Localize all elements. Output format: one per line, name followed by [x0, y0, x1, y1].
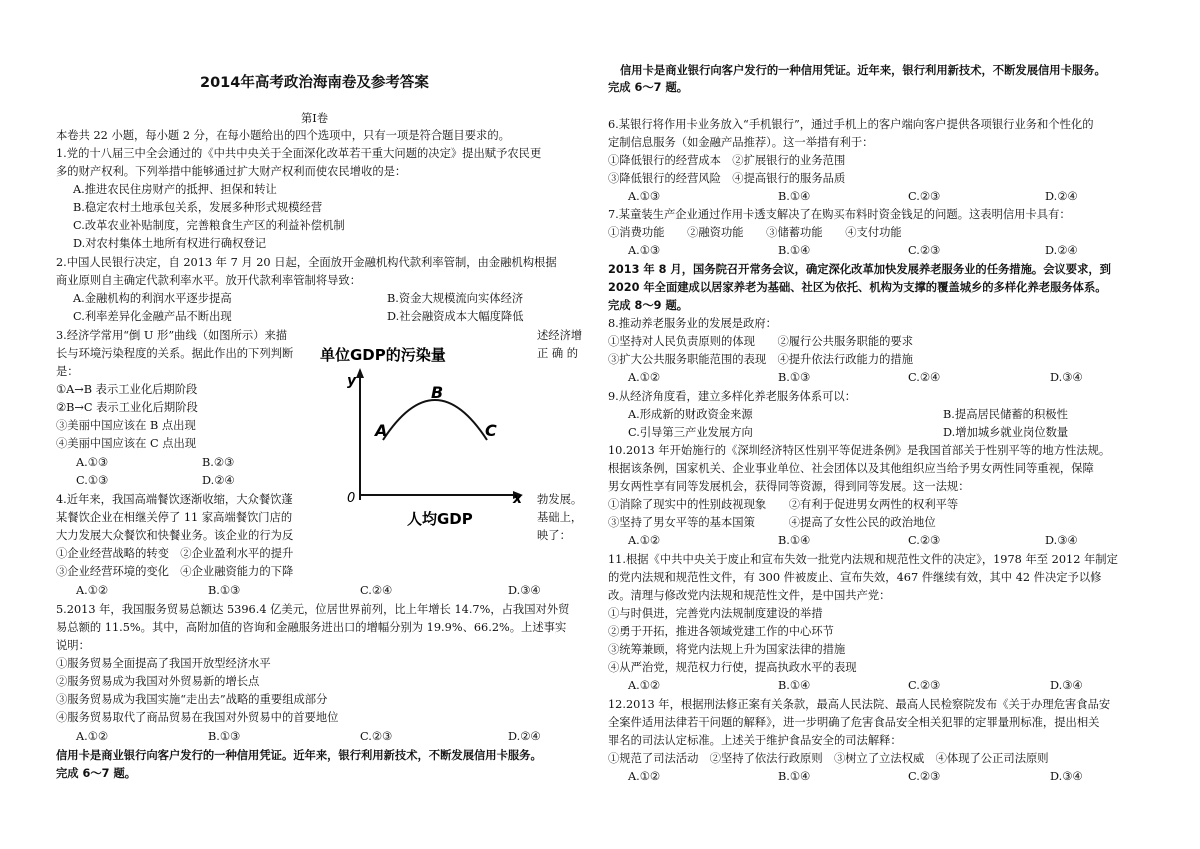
chart-title: 单位GDP的污染量	[320, 346, 446, 364]
question-9-option: A.形成新的财政资金来源	[628, 408, 753, 421]
question-10-option: C.②③	[908, 534, 941, 547]
question-3-option: C.①③	[76, 474, 109, 487]
question-5-statement: ③服务贸易成为我国实施“走出去”战略的重要组成部分	[56, 693, 328, 706]
question-6-option: C.②③	[908, 190, 941, 203]
question-11-option: D.③④	[1050, 679, 1083, 692]
question-11-option: C.②③	[908, 679, 941, 692]
question-10-option: A.①②	[628, 534, 661, 547]
question-9-option: B.提高居民储蓄的积极性	[943, 408, 1068, 421]
question-11-stem: 改。清理与修改党内法规和规范性文件，是中国共产党：	[608, 589, 891, 602]
question-7-option: B.①④	[778, 244, 811, 257]
credit-card-passage: 信用卡是商业银行向客户发行的一种信用凭证。近年来，银行利用新技术，不断发展信用卡服务。	[56, 749, 542, 762]
question-6-stem: 6.某银行将作用卡业务放入“手机银行”，通过手机上的客户端向客户提供各项银行业务和个性化的	[608, 118, 1094, 131]
question-5-stem: 说明：	[56, 639, 90, 652]
chart-xlabel: 人均GDP	[407, 510, 473, 528]
question-3-stem: 正 确 的	[537, 347, 579, 360]
question-12-option: B.①④	[778, 770, 811, 783]
inverted-u-chart	[320, 340, 535, 528]
question-12-option: D.③④	[1050, 770, 1083, 783]
question-9-option: D.增加城乡就业岗位数量	[943, 426, 1069, 439]
point-b-label: B	[431, 383, 444, 402]
question-5-stem: 5.2013 年，我国服务贸易总额达 5396.4 亿美元，位居世界前列，比上年增长 14.7%，占我国对外贸	[56, 603, 570, 616]
question-4-stem: 勃发展。	[537, 493, 583, 506]
elderly-care-passage: 完成 8～9 题。	[608, 299, 689, 312]
question-4-stem: 基础上，	[537, 511, 583, 524]
question-3-statement: ②B→C 表示工业化后期阶段	[56, 401, 198, 414]
question-3-option: A.①③	[76, 456, 109, 469]
question-8-option: C.②④	[908, 371, 941, 384]
question-6-option: B.①④	[778, 190, 811, 203]
question-10-stem: 根据该条例，国家机关、企业事业单位、社会团体以及其他组织应当给予男女两性同等重视，保障	[608, 462, 1094, 475]
question-5-option: C.②③	[360, 730, 393, 743]
question-4-stem: 映了：	[537, 529, 571, 542]
question-1-stem: 多的财产权利。下列举措中能够通过扩大财产权利而使农民增收的是：	[56, 165, 407, 178]
question-8-option: D.③④	[1050, 371, 1083, 384]
question-2-option: D.社会融资成本大幅度降低	[387, 310, 524, 323]
question-11-statement: ②勇于开拓，推进各领域党建工作的中心环节	[608, 625, 834, 638]
credit-card-passage-right: 完成 6～7 题。	[608, 81, 689, 94]
question-8-option: A.①②	[628, 371, 661, 384]
question-2-option: C.利率差异化金融产品不断出现	[73, 310, 232, 323]
question-2-stem: 2.中国人民银行决定，自 2013 年 7 月 20 日起，全面放开金融机构代款利率管制，由金融机构根据	[56, 256, 557, 269]
elderly-care-passage: 2013 年 8 月，国务院召开常务会议，确定深化改革加快发展养老服务业的任务措施。会议要求，到	[608, 263, 1111, 276]
question-5-option: B.①③	[208, 730, 241, 743]
y-axis-label: y	[347, 373, 357, 389]
question-7-option: A.①③	[628, 244, 661, 257]
question-9-option: C.引导第三产业发展方向	[628, 426, 753, 439]
question-2-option: B.资金大规模流向实体经济	[387, 292, 524, 305]
inverted-u-curve	[383, 400, 487, 440]
question-12-option: C.②③	[908, 770, 941, 783]
question-6-stem: 定制信息服务（如金融产品推荐）。这一举措有利于：	[608, 136, 874, 149]
question-8-statement: ③扩大公共服务职能范围的表现 ④提升依法行政能力的措施	[608, 353, 914, 366]
question-4-option: A.①②	[76, 584, 109, 597]
x-axis-label: x	[513, 491, 523, 507]
credit-card-passage-right: 信用卡是商业银行向客户发行的一种信用凭证。近年来，银行利用新技术，不断发展信用卡服务。	[620, 64, 1106, 77]
question-8-stem: 8.推动养老服务业的发展是政府：	[608, 317, 777, 330]
question-6-statement: ③降低银行的经营风险 ④提高银行的服务品质	[608, 172, 846, 185]
question-5-option: A.①②	[76, 730, 109, 743]
question-2-stem: 商业原则自主确定代款利率水平。放开代款利率管制将导致：	[56, 274, 362, 287]
question-10-statement: ③坚持了男女平等的基本国策 ④提高了女性公民的政治地位	[608, 516, 936, 529]
question-2-option: A.金融机构的利润水平逐步提高	[73, 292, 232, 305]
question-12-stem: 全案件适用法律若干问题的解释》，进一步明确了危害食品安全相关犯罪的定罪量刑标准，提出相关	[608, 716, 1100, 729]
question-11-stem: 的党内法规和规范性文件，有 300 件被废止、宣布失效，467 件继续有效，其中 42 件决定予以修	[608, 571, 1102, 584]
question-3-stem: 是：	[56, 365, 79, 378]
question-5-stem: 易总额的 11.5%。其中，高附加值的咨询和金融服务进出口的增幅分别为 19.9%、66.2%。上述事实	[56, 621, 567, 634]
question-10-stem: 10.2013 年开始施行的《深圳经济特区性别平等促进条例》是我国首部关于性别平等的地方性法规。	[608, 444, 1111, 457]
question-3-statement: ③美丽中国应该在 B 点出现	[56, 419, 196, 432]
question-3-statement: ①A→B 表示工业化后期阶段	[56, 383, 198, 396]
question-6-option: D.②④	[1045, 190, 1078, 203]
question-8-statement: ①坚持对人民负责原则的体现 ②履行公共服务职能的要求	[608, 335, 914, 348]
section-heading: 第Ⅰ卷	[301, 112, 329, 125]
question-1-option: C.改革农业补贴制度，完善粮食生产区的利益补偿机制	[73, 219, 345, 232]
y-axis-arrow	[356, 368, 364, 378]
question-12-stem: 罪名的司法认定标准。上述关于维护食品安全的司法解释：	[608, 734, 902, 747]
question-11-statement: ①与时俱进，完善党内法规制度建设的举措	[608, 607, 823, 620]
question-7-option: C.②③	[908, 244, 941, 257]
question-5-statement: ①服务贸易全面提高了我国开放型经济水平	[56, 657, 271, 670]
question-4-option: B.①③	[208, 584, 241, 597]
question-3-option: D.②④	[202, 474, 235, 487]
question-9-stem: 9.从经济角度看，建立多样化养老服务体系可以：	[608, 390, 857, 403]
question-10-option: D.③④	[1045, 534, 1078, 547]
question-4-stem: 某餐饮企业在相继关停了 11 家高端餐饮门店的	[56, 511, 293, 524]
question-3-stem: 长与环境污染程度的关系。据此作出的下列判断	[56, 347, 294, 360]
question-1-option: B.稳定农村土地承包关系，发展多种形式规模经营	[73, 201, 323, 214]
question-5-option: D.②④	[508, 730, 541, 743]
question-11-option: A.①②	[628, 679, 661, 692]
question-3-option: B.②③	[202, 456, 235, 469]
question-11-statement: ④从严治党，规范权力行使，提高执政水平的表现	[608, 661, 857, 674]
question-1-option: D.对农村集体土地所有权进行确权登记	[73, 237, 266, 250]
point-a-label: A	[375, 421, 388, 440]
question-11-option: B.①④	[778, 679, 811, 692]
question-3-stem: 述经济增	[537, 329, 583, 342]
elderly-care-passage: 2020 年全面建成以居家养老为基础、社区为依托、机构为支撑的覆盖城乡的多样化养老服务体系。	[608, 281, 1107, 294]
question-1-stem: 1.党的十八届三中全会通过的《中共中央关于全面深化改革若干重大问题的决定》提出赋予农民更	[56, 147, 542, 160]
question-3-statement: ④美丽中国应该在 C 点出现	[56, 437, 197, 450]
question-4-stem: 4.近年来，我国高端餐饮逐渐收缩，大众餐饮蓬	[56, 493, 293, 506]
question-4-statement: ①企业经营战略的转变 ②企业盈利水平的提升	[56, 547, 294, 560]
question-4-option: D.③④	[508, 584, 541, 597]
question-5-statement: ②服务贸易成为我国对外贸易新的增长点	[56, 675, 260, 688]
question-6-statement: ①降低银行的经营成本 ②扩展银行的业务范围	[608, 154, 846, 167]
question-12-stem: 12.2013 年，根据刑法修正案有关条款，最高人民法院、最高人民检察院发布《关于办理危害食品安	[608, 698, 1111, 711]
question-7-statement: ①消费功能 ②融资功能 ③储蓄功能 ④支付功能	[608, 226, 902, 239]
question-4-stem: 大力发展大众餐饮和快餐业务。该企业的行为反	[56, 529, 294, 542]
question-7-option: D.②④	[1045, 244, 1078, 257]
question-7-stem: 7.某童装生产企业通过作用卡透支解决了在购买布料时资金钱足的问题。这表明信用卡具有：	[608, 208, 1071, 221]
question-5-statement: ④服务贸易取代了商品贸易在我国对外贸易中的首要地位	[56, 711, 339, 724]
question-1-option: A.推进农民住房财产的抵押、担保和转让	[73, 183, 277, 196]
point-c-label: C	[485, 421, 497, 440]
question-12-statement: ①规范了司法活动 ②坚持了依法行政原则 ③树立了立法权威 ④体现了公正司法原则	[608, 752, 1049, 765]
page-title: 2014年高考政治海南卷及参考答案	[200, 75, 429, 91]
question-10-option: B.①④	[778, 534, 811, 547]
question-3-stem: 3.经济学常用“倒 U 形”曲线（如图所示）来描	[56, 329, 288, 342]
credit-card-passage: 完成 6～7 题。	[56, 767, 137, 780]
question-4-statement: ③企业经营环境的变化 ④企业融资能力的下降	[56, 565, 294, 578]
origin-label: 0	[347, 491, 356, 506]
question-10-statement: ①消除了现实中的性别歧视现象 ②有利于促进男女两性的权利平等	[608, 498, 959, 511]
question-8-option: B.①③	[778, 371, 811, 384]
question-11-stem: 11.根据《中共中央关于废止和宣布失效一批党内法规和规范性文件的决定》，1978 年至 2012 年制定	[608, 553, 1118, 566]
question-4-option: C.②④	[360, 584, 393, 597]
question-11-statement: ③统筹兼顾，将党内法规上升为国家法律的措施	[608, 643, 846, 656]
question-12-option: A.①②	[628, 770, 661, 783]
question-6-option: A.①③	[628, 190, 661, 203]
instructions: 本卷共 22 小题，每小题 2 分，在每小题给出的四个选项中，只有一项是符合题目要求的。	[56, 129, 510, 142]
question-10-stem: 男女两性享有同等发展机会，获得同等资源，得到同等发展。这一法规：	[608, 480, 970, 493]
